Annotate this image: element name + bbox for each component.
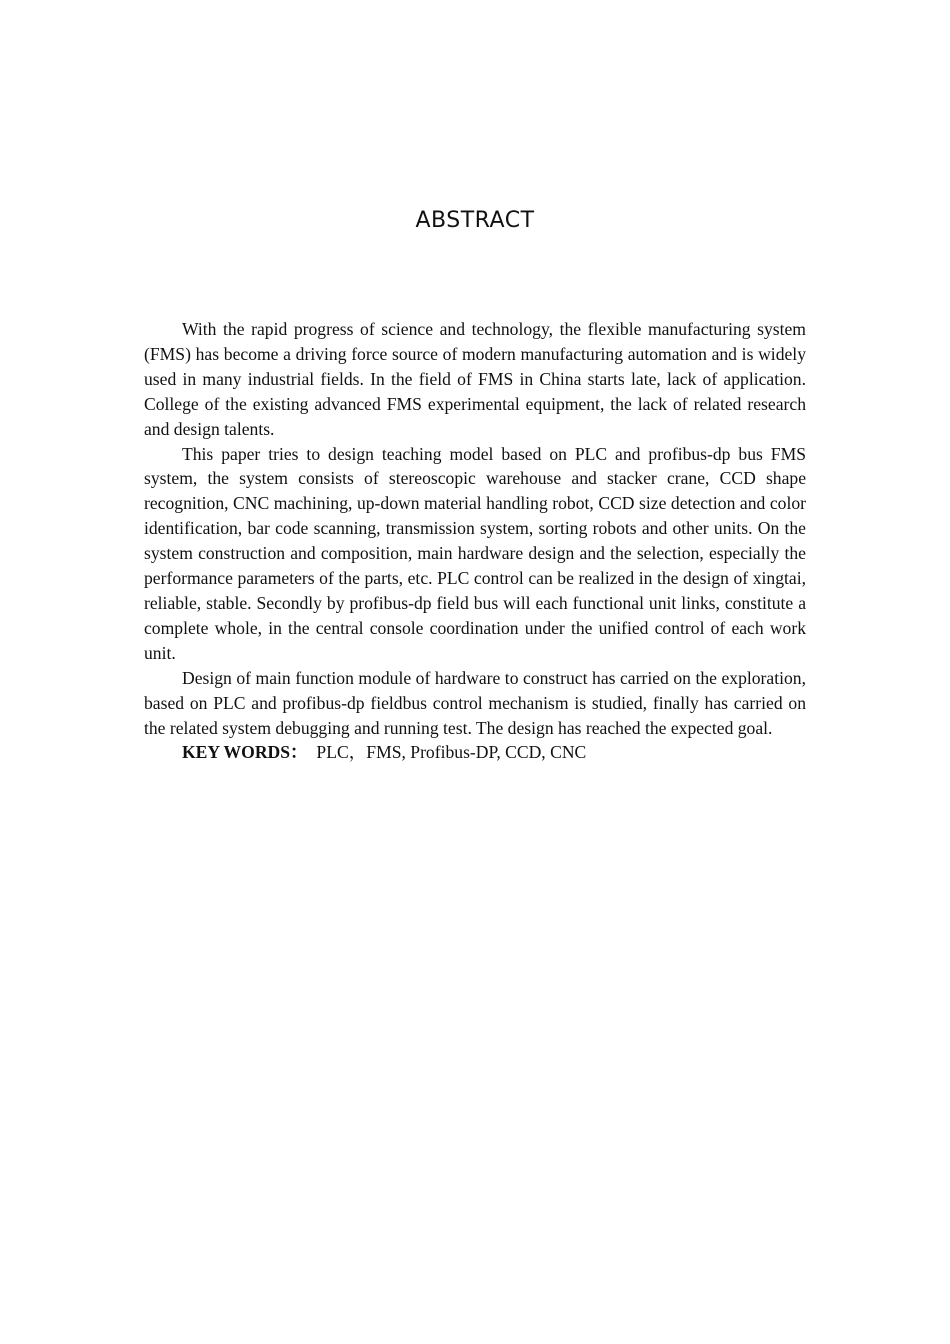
- keywords-line: [144, 740, 806, 765]
- abstract-body: [144, 317, 806, 765]
- abstract-paragraph-1: With the rapid progress of science and technology, the flexible manufacturing system (FMS) has become a driving force source of modern manufacturing automation and is widely used in many industrial fields. In the field of FMS in China starts late, lack of application. College of the existing advanced FMS experimental equipment, the lack of related research and design talents.: [144, 319, 806, 439]
- keywords-values: PLC，FMS, Profibus-DP, CCD, CNC: [316, 742, 587, 763]
- keywords-label: KEY WORDS：: [182, 742, 308, 763]
- abstract-title: ABSTRACT: [415, 208, 535, 233]
- abstract-paragraph-2: This paper tries to design teaching model based on PLC and profibus-dp bus FMS system, the system consists of stereoscopic warehouse and stacker crane, CCD shape recognition, CNC machining, up-down material handling robot, CCD size detection and color identification, bar code scanning, transmission system, sorting robots and other units. On the system construction and composition, main hardware design and the selection, especially the performance parameters of the parts, etc. PLC control can be realized in the design of xingtai, reliable, stable. Secondly by profibus-dp field bus will each functional unit links, constitute a complete whole, in the central console coordination under the unified control of each work unit.: [144, 443, 806, 663]
- abstract-paragraph-3: Design of main function module of hardware to construct has carried on the exploration, based on PLC and profibus-dp fieldbus control mechanism is studied, finally has carried on the related system debugging and running test. The design has reached the expected goal.: [144, 667, 806, 738]
